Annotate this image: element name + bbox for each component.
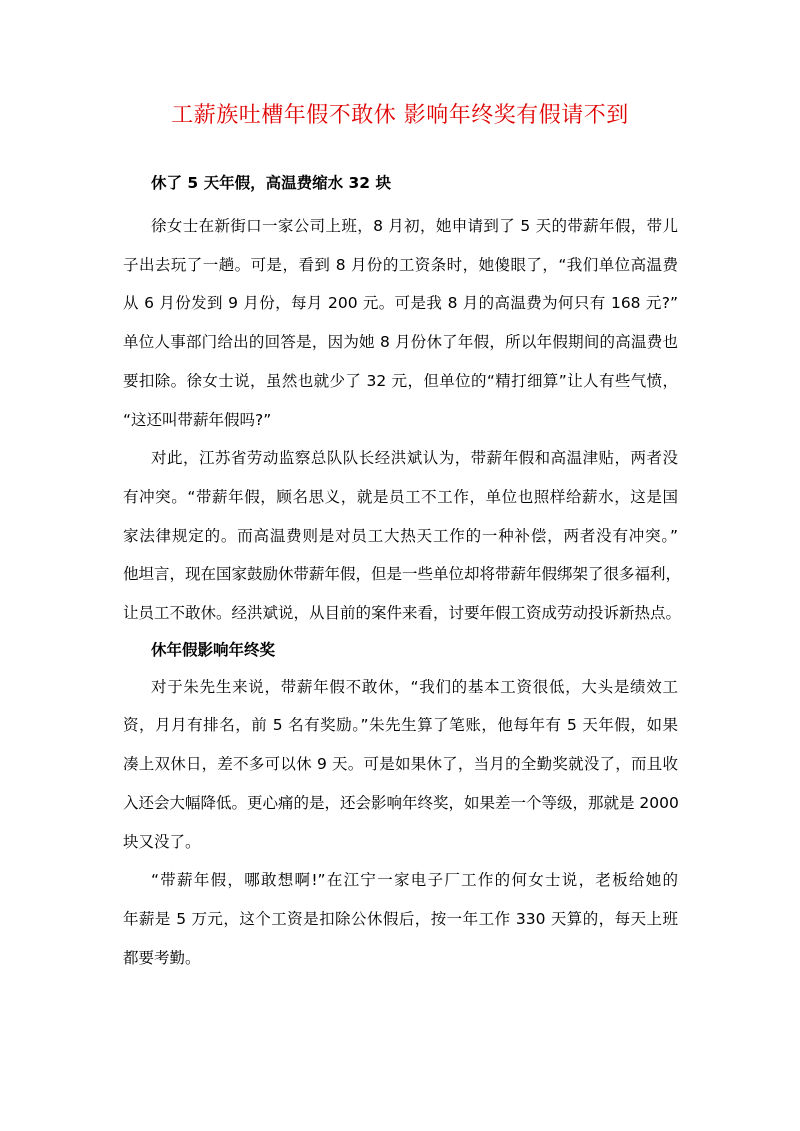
paragraph-2 [123,439,682,633]
paragraph-line: 对于朱先生来说，带薪年假不敢休，“我们的基本工资很低，大头是绩效工 [151,677,678,696]
paragraph-line: 从 6 月份发到 9 月份，每月 200 元。可是我 8 月的高温费为何只有 168 元?” [123,294,678,313]
paragraph-4 [123,861,678,977]
paragraph-line: 年薪是 5 万元，这个工资是扣除公休假后，按一年工作 330 天算的，每天上班 [123,909,678,928]
paragraph-line: 凑上双休日，差不多可以休 9 天。可是如果休了，当月的全勤奖就没了，而且收 [123,755,678,774]
paragraph-1 [123,207,678,439]
paragraph-line: 徐女士在新街口一家公司上班，8 月初，她申请到了 5 天的带薪年假，带儿 [151,217,678,235]
paragraph-line: 要扣除。徐女士说，虽然也就少了 32 元，但单位的“精打细算”让人有些气愤， [123,371,678,390]
paragraph-line: 块又没了。 [123,832,201,851]
paragraph-3 [123,668,678,862]
paragraph-line: 他坦言，现在国家鼓励休带薪年假，但是一些单位却将带薪年假绑架了很多福利， [123,565,682,584]
paragraph-line: 资，月月有排名，前 5 名有奖励。”朱先生算了笔账，他每年有 5 天年假，如果 [123,716,678,735]
section-heading-1: 休了 5 天年假，高温费缩水 32 块 [151,174,391,192]
paragraph-line: “带薪年假，哪敢想啊!”在江宁一家电子厂工作的何女士说，老板给她的 [151,871,678,890]
paragraph-line: 都要考勤。 [123,948,201,967]
paragraph-line: 有冲突。“带薪年假，顾名思义，就是员工不工作，单位也照样给薪水，这是国 [123,487,678,506]
document-body [123,166,682,977]
paragraph-line: 让员工不敢休。经洪斌说，从目前的案件来看，讨要年假工资成劳动投诉新热点。 [123,604,682,623]
document-title: 工薪族吐槽年假不敢休 影响年终奖有假请不到 [171,103,629,128]
paragraph-line: 对此，江苏省劳动监察总队队长经洪斌认为，带薪年假和高温津贴，两者没 [151,449,678,468]
paragraph-line: 单位人事部门给出的回答是，因为她 8 月份休了年假，所以年假期间的高温费也 [123,333,678,352]
section-heading-2: 休年假影响年终奖 [151,640,276,659]
paragraph-line: “这还叫带薪年假吗?” [123,410,272,429]
paragraph-line: 子出去玩了一趟。可是，看到 8 月份的工资条时，她傻眼了，“我们单位高温费 [123,255,678,274]
paragraph-line: 入还会大幅降低。更心痛的是，还会影响年终奖，如果差一个等级，那就是 2000 [123,793,679,812]
paragraph-line: 家法律规定的。而高温费则是对员工大热天工作的一种补偿，两者没有冲突。” [123,526,678,545]
